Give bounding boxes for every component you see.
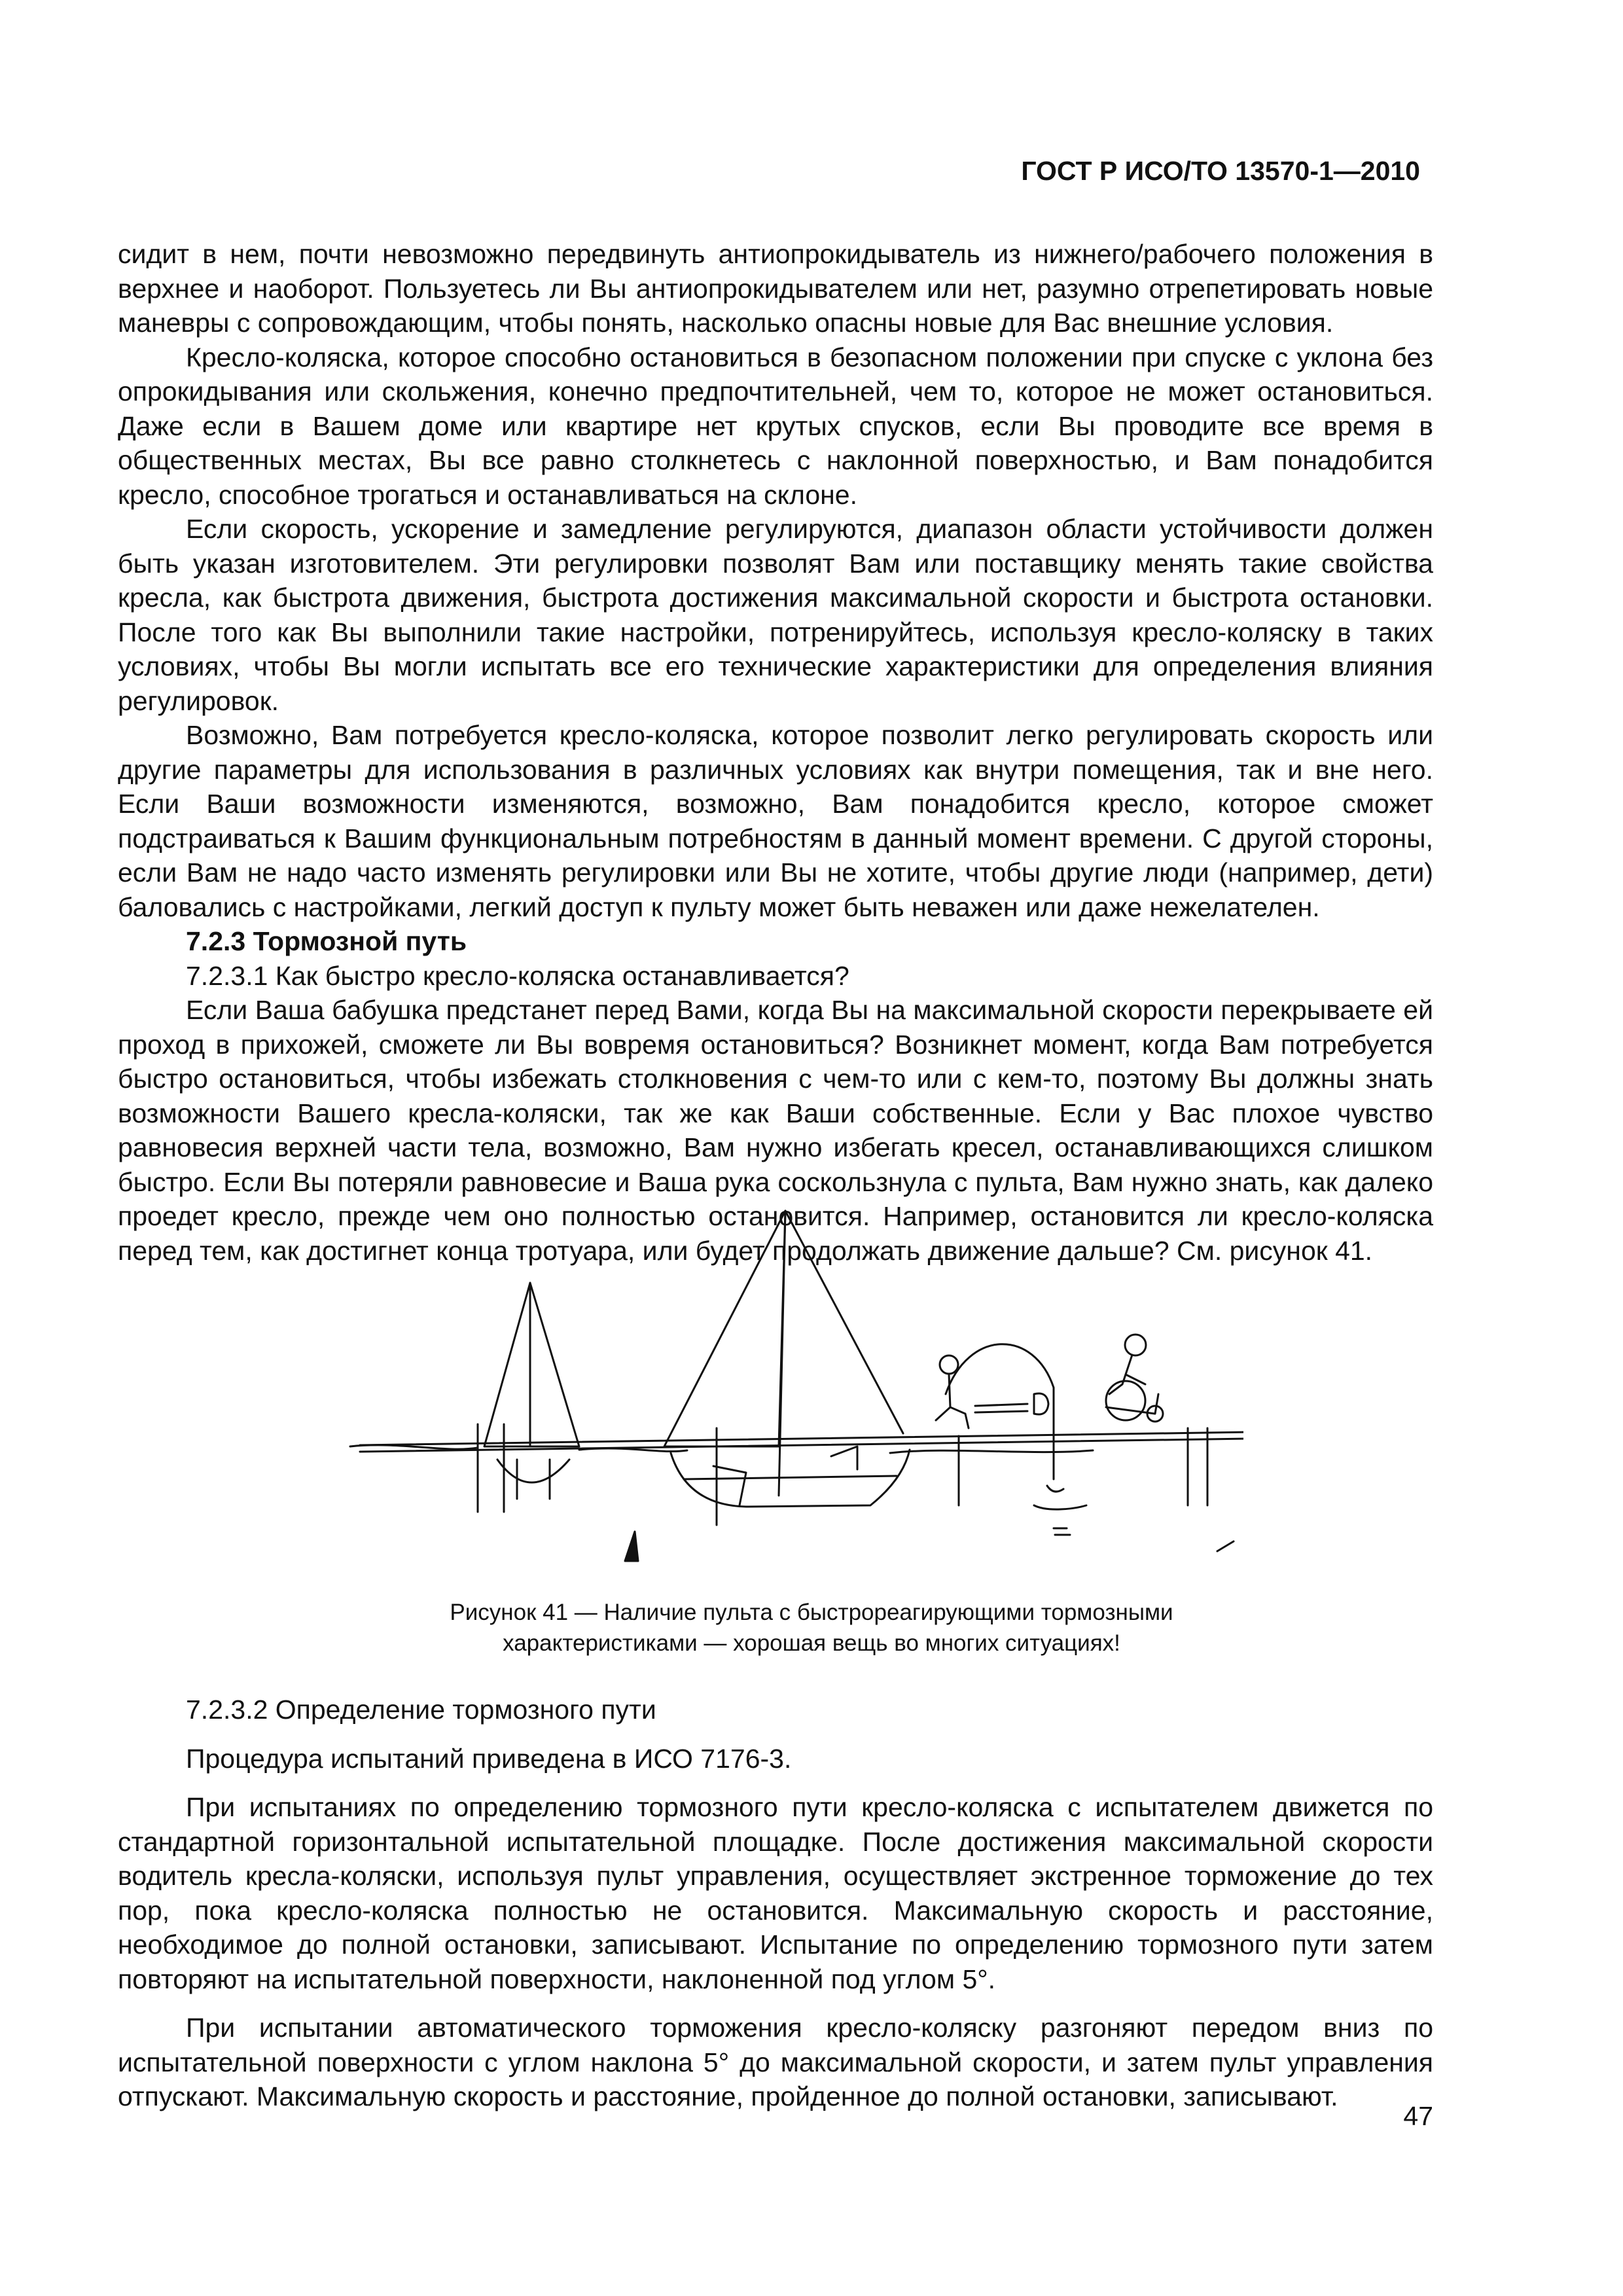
paragraph: Процедура испытаний приведена в ИСО 7176-3. (186, 1743, 792, 1774)
fisherman-head (940, 1355, 958, 1374)
wheelchair-user-head (1125, 1335, 1146, 1355)
section-heading: 7.2.3 Тормозной путь (186, 926, 467, 956)
figure-caption-line: Рисунок 41 — Наличие пульта с быстрореагирующими тормозными (450, 1600, 1173, 1625)
paragraph: Если скорость, ускорение и замедление регулируются, диапазон области устойчивости должен быть указан изготовителем. Эти регулировки позволят Вам или поставщику менять такие свойства кресла, как быстрота движения, быстрота достижения максимальной скорости и быстрота остановки. После того как Вы выполнили такие настройки, потренируйтесь, используя кресло-коляску в таких условиях, чтобы Вы могли испытать все его технические характеристики для определения влияния регулировок. (118, 514, 1433, 716)
hook-ripple (1034, 1505, 1086, 1509)
splash-mark (1217, 1541, 1234, 1551)
large-boat-main-rigging (785, 1211, 903, 1433)
large-boat-jib (664, 1211, 785, 1446)
pier-deck (360, 1432, 1243, 1445)
water-line-right (890, 1450, 1093, 1453)
pier-deck-edge (360, 1439, 1243, 1452)
figure-caption-line: характеристиками — хорошая вещь во многих ситуациях! (503, 1630, 1120, 1656)
subsection-heading: 7.2.3.2 Определение тормозного пути (186, 1695, 656, 1725)
small-boat-hull (497, 1460, 569, 1482)
large-boat-cabin (831, 1446, 857, 1469)
small-boat-sail (484, 1283, 579, 1446)
paragraph: При испытаниях по определению тормозного пути кресло-коляска с испытателем движется по стандартной горизонтальной испытательной площадке. После достижения максимальной скорости водитель кресла-коляски, используя пульт управления, осуществляет экстренное торможение до тех пор, пока кресло-коляска полностью не остановится. Максимальную скорость и расстояние, необходимое до полной остановки, записывают. Испытание по определению тормозного пути затем повторяют на испытательной поверхности, наклоненной под углом 5°. (118, 1792, 1433, 1994)
body-text-top (118, 237, 1433, 1268)
speed-line (975, 1411, 1027, 1412)
page-number: 47 (1403, 2101, 1433, 2131)
figure-41-illustration (321, 1198, 1243, 1577)
paragraph: Кресло-коляска, которое способно остановиться в безопасном положении при спуске с уклона без опрокидывания или скольжения, конечно предпочтительней, чем то, которое не может остановиться. Даже если в Вашем доме или квартире нет крутых спусков, если Вы проводите все время в общественных местах, Вы все равно столкнетесь с наклонной поверхностью, и Вам понадобится кресло, способное трогаться и останавливаться на склоне. (118, 342, 1433, 510)
paragraph: При испытании автоматического торможения кресло-коляску разгоняют передом вниз по испытательной поверхности с углом наклона 5° до максимальной скорости, и затем пульт управления отпускают. Максимальную скорость и расстояние, пройденное до полной остановки, записывают. (118, 2013, 1433, 2111)
paragraph: Возможно, Вам потребуется кресло-коляска, которое позволит легко регулировать скорость или другие параметры для использования в различных условиях как внутри помещения, так и вне него. Если Ваши возможности изменяются, возможно, Вам понадобится кресло, которое сможет подстраиваться к Вашим функциональным потребностям в данный момент времени. С другой стороны, если Вам не надо часто изменять регулировки или Вы не хотите, чтобы другие люди (например, дети) баловались с настройками, легкий доступ к пульту может быть неважен или даже нежелателен. (118, 720, 1433, 922)
wheelchair-frame (1106, 1394, 1158, 1414)
figure-caption (157, 1597, 1466, 1659)
wheelchair-wheel (1106, 1381, 1145, 1420)
fisherman-body (936, 1374, 969, 1428)
standard-header: ГОСТ Р ИСО/ТО 13570-1—2010 (1021, 156, 1420, 186)
paragraph: сидит в нем, почти невозможно передвинуть антиопрокидыватель из нижнего/рабочего положения в верхнее и наоборот. Пользуетесь ли Вы антиопрокидывателем или нет, разумно отрепетировать новые маневры с сопровождающим, чтобы понять, насколько опасны новые для Вас внешние условия. (118, 239, 1433, 338)
body-text-bottom (118, 1693, 1433, 2114)
paragraph: Если Ваша бабушка предстанет перед Вами, когда Вы на максимальной скорости перекрываете ей проход в прихожей, сможете ли Вы вовремя остановиться? Возникнет момент, когда Вам потребуется быстро остановиться, чтобы избежать столкновения с чем-то или с кем-то, поэтому Вы должны знать возможности Вашего кресла-коляски, так же как Ваши собственные. Если у Вас плохое чувство равновесия верхней части тела, возможно, Вам нужно избегать кресел, останавливающихся слишком быстро. Если Вы потеряли равновесие и Ваша рука соскользнула с пульта, Вам нужно знать, как далеко проедет кресло, прежде чем оно полностью остановится. Например, остановится ли кресло-коляска перед тем, как достигнет конца тротуара, или будет продолжать движение дальше? См. рисунок 41. (118, 995, 1433, 1266)
speed-line (975, 1404, 1027, 1406)
shark-fin (625, 1532, 638, 1561)
fishing-line-float (1047, 1486, 1063, 1492)
large-boat-stern (713, 1466, 746, 1505)
joystick-icon (1034, 1393, 1048, 1414)
splash-mark (1054, 1528, 1070, 1535)
subsection-heading: 7.2.3.1 Как быстро кресло-коляска останавливается? (186, 960, 849, 991)
